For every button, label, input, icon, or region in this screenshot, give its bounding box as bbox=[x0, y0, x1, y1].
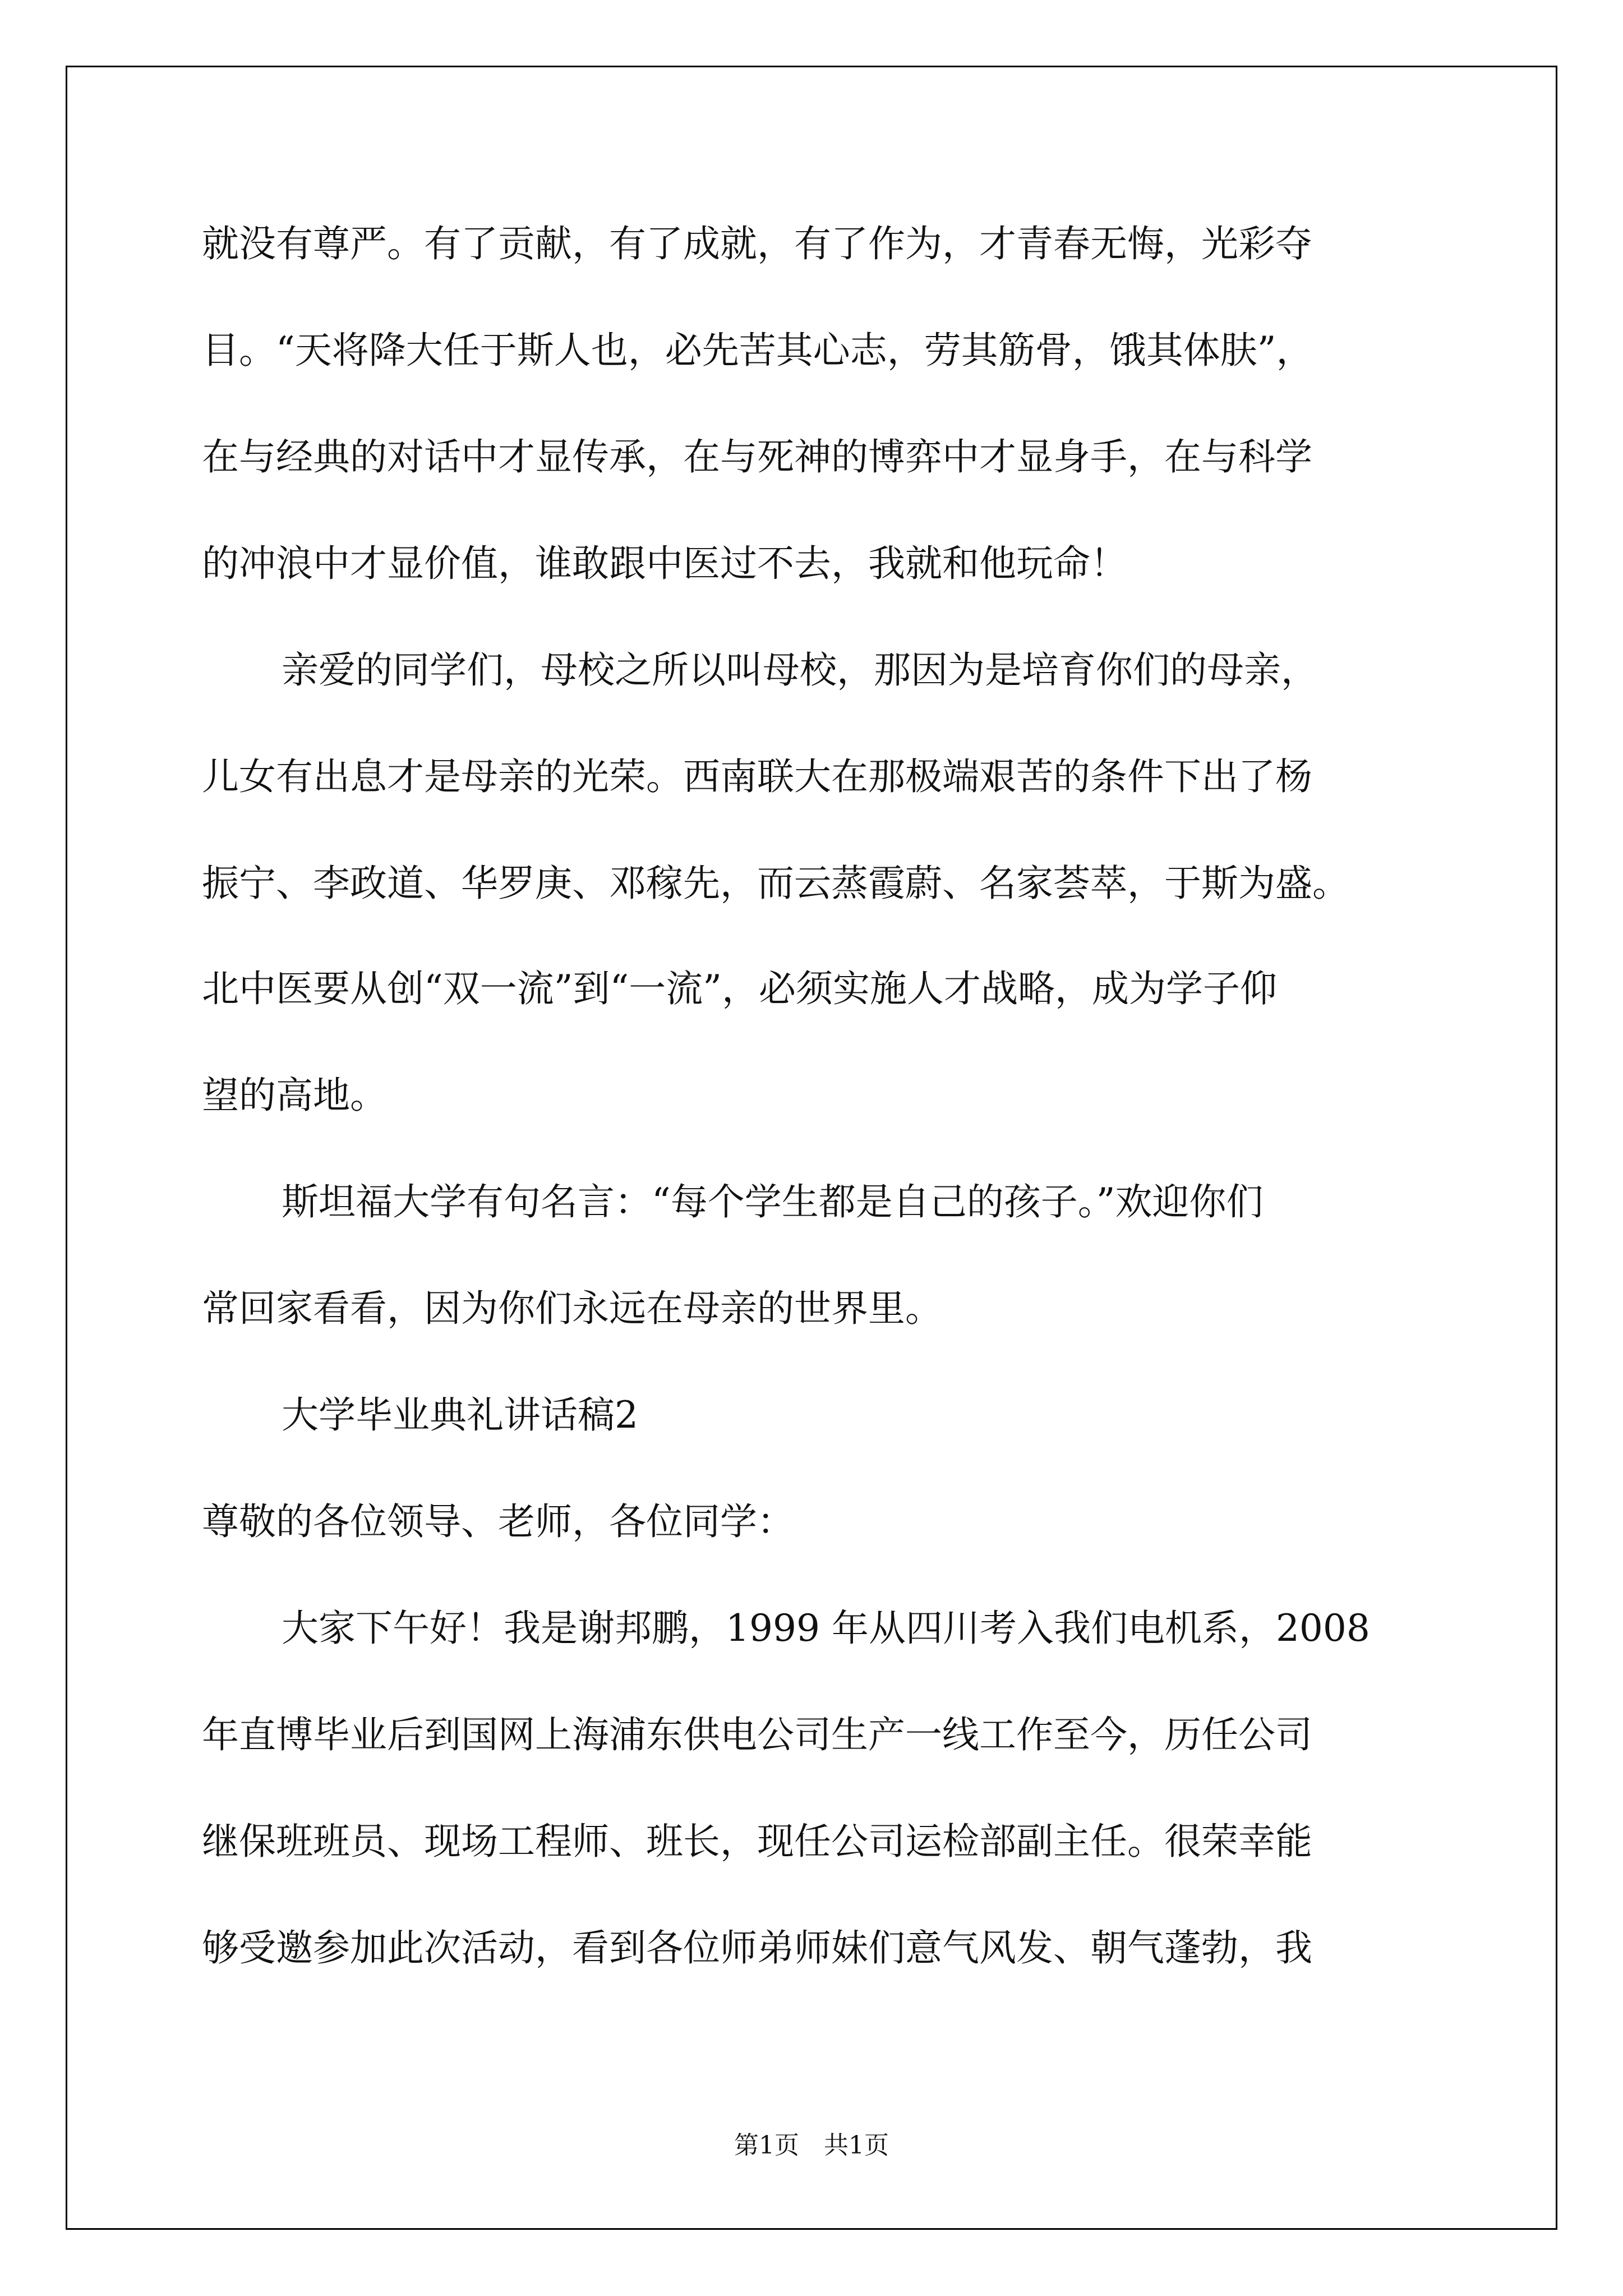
text-line: 就没有尊严。有了贡献，有了成就，有了作为，才青春无悔，光彩夺 bbox=[202, 222, 1312, 265]
salutation: 尊敬的各位领导、老师，各位同学： bbox=[202, 1500, 794, 1543]
text-line: 够受邀参加此次活动，看到各位师弟师妹们意气风发、朝气蓬勃，我 bbox=[202, 1926, 1312, 1970]
text-line: 亲爱的同学们，母校之所以叫母校，那因为是培育你们的母亲， bbox=[282, 648, 1318, 692]
text-line: 儿女有出息才是母亲的光荣。西南联大在那极端艰苦的条件下出了杨 bbox=[202, 755, 1312, 798]
text-line: 继保班班员、现场工程师、班长，现任公司运检部副主任。很荣幸能 bbox=[202, 1820, 1312, 1863]
text-line: 望的高地。 bbox=[202, 1074, 387, 1117]
text-line: 大家下午好！我是谢邦鹏，1999 年从四川考入我们电机系，2008 bbox=[282, 1607, 1370, 1650]
text-line: 斯坦福大学有句名言：“每个学生都是自己的孩子。”欢迎你们 bbox=[282, 1180, 1264, 1223]
text-line: 在与经典的对话中才显传承，在与死神的博弈中才显身手，在与科学 bbox=[202, 435, 1312, 478]
text-line: 目。“天将降大任于斯人也，必先苦其心志，劳其筋骨，饿其体肤”， bbox=[202, 329, 1313, 372]
section-heading: 大学毕业典礼讲话稿2 bbox=[282, 1393, 638, 1437]
text-line: 振宁、李政道、华罗庚、邓稼先，而云蒸霞蔚、名家荟萃，于斯为盛。 bbox=[202, 862, 1349, 905]
text-line: 北中医要从创“双一流”到“一流”，必须实施人才战略，成为学子仰 bbox=[202, 967, 1277, 1010]
text-line: 的冲浪中才显价值，谁敢跟中医过不去，我就和他玩命！ bbox=[202, 542, 1127, 585]
text-line: 年直博毕业后到国网上海浦东供电公司生产一线工作至今，历任公司 bbox=[202, 1713, 1312, 1756]
page-number: 第1页 共1页 bbox=[734, 2131, 889, 2160]
page-border bbox=[66, 66, 1557, 2230]
text-line: 常回家看看，因为你们永远在母亲的世界里。 bbox=[202, 1287, 942, 1330]
